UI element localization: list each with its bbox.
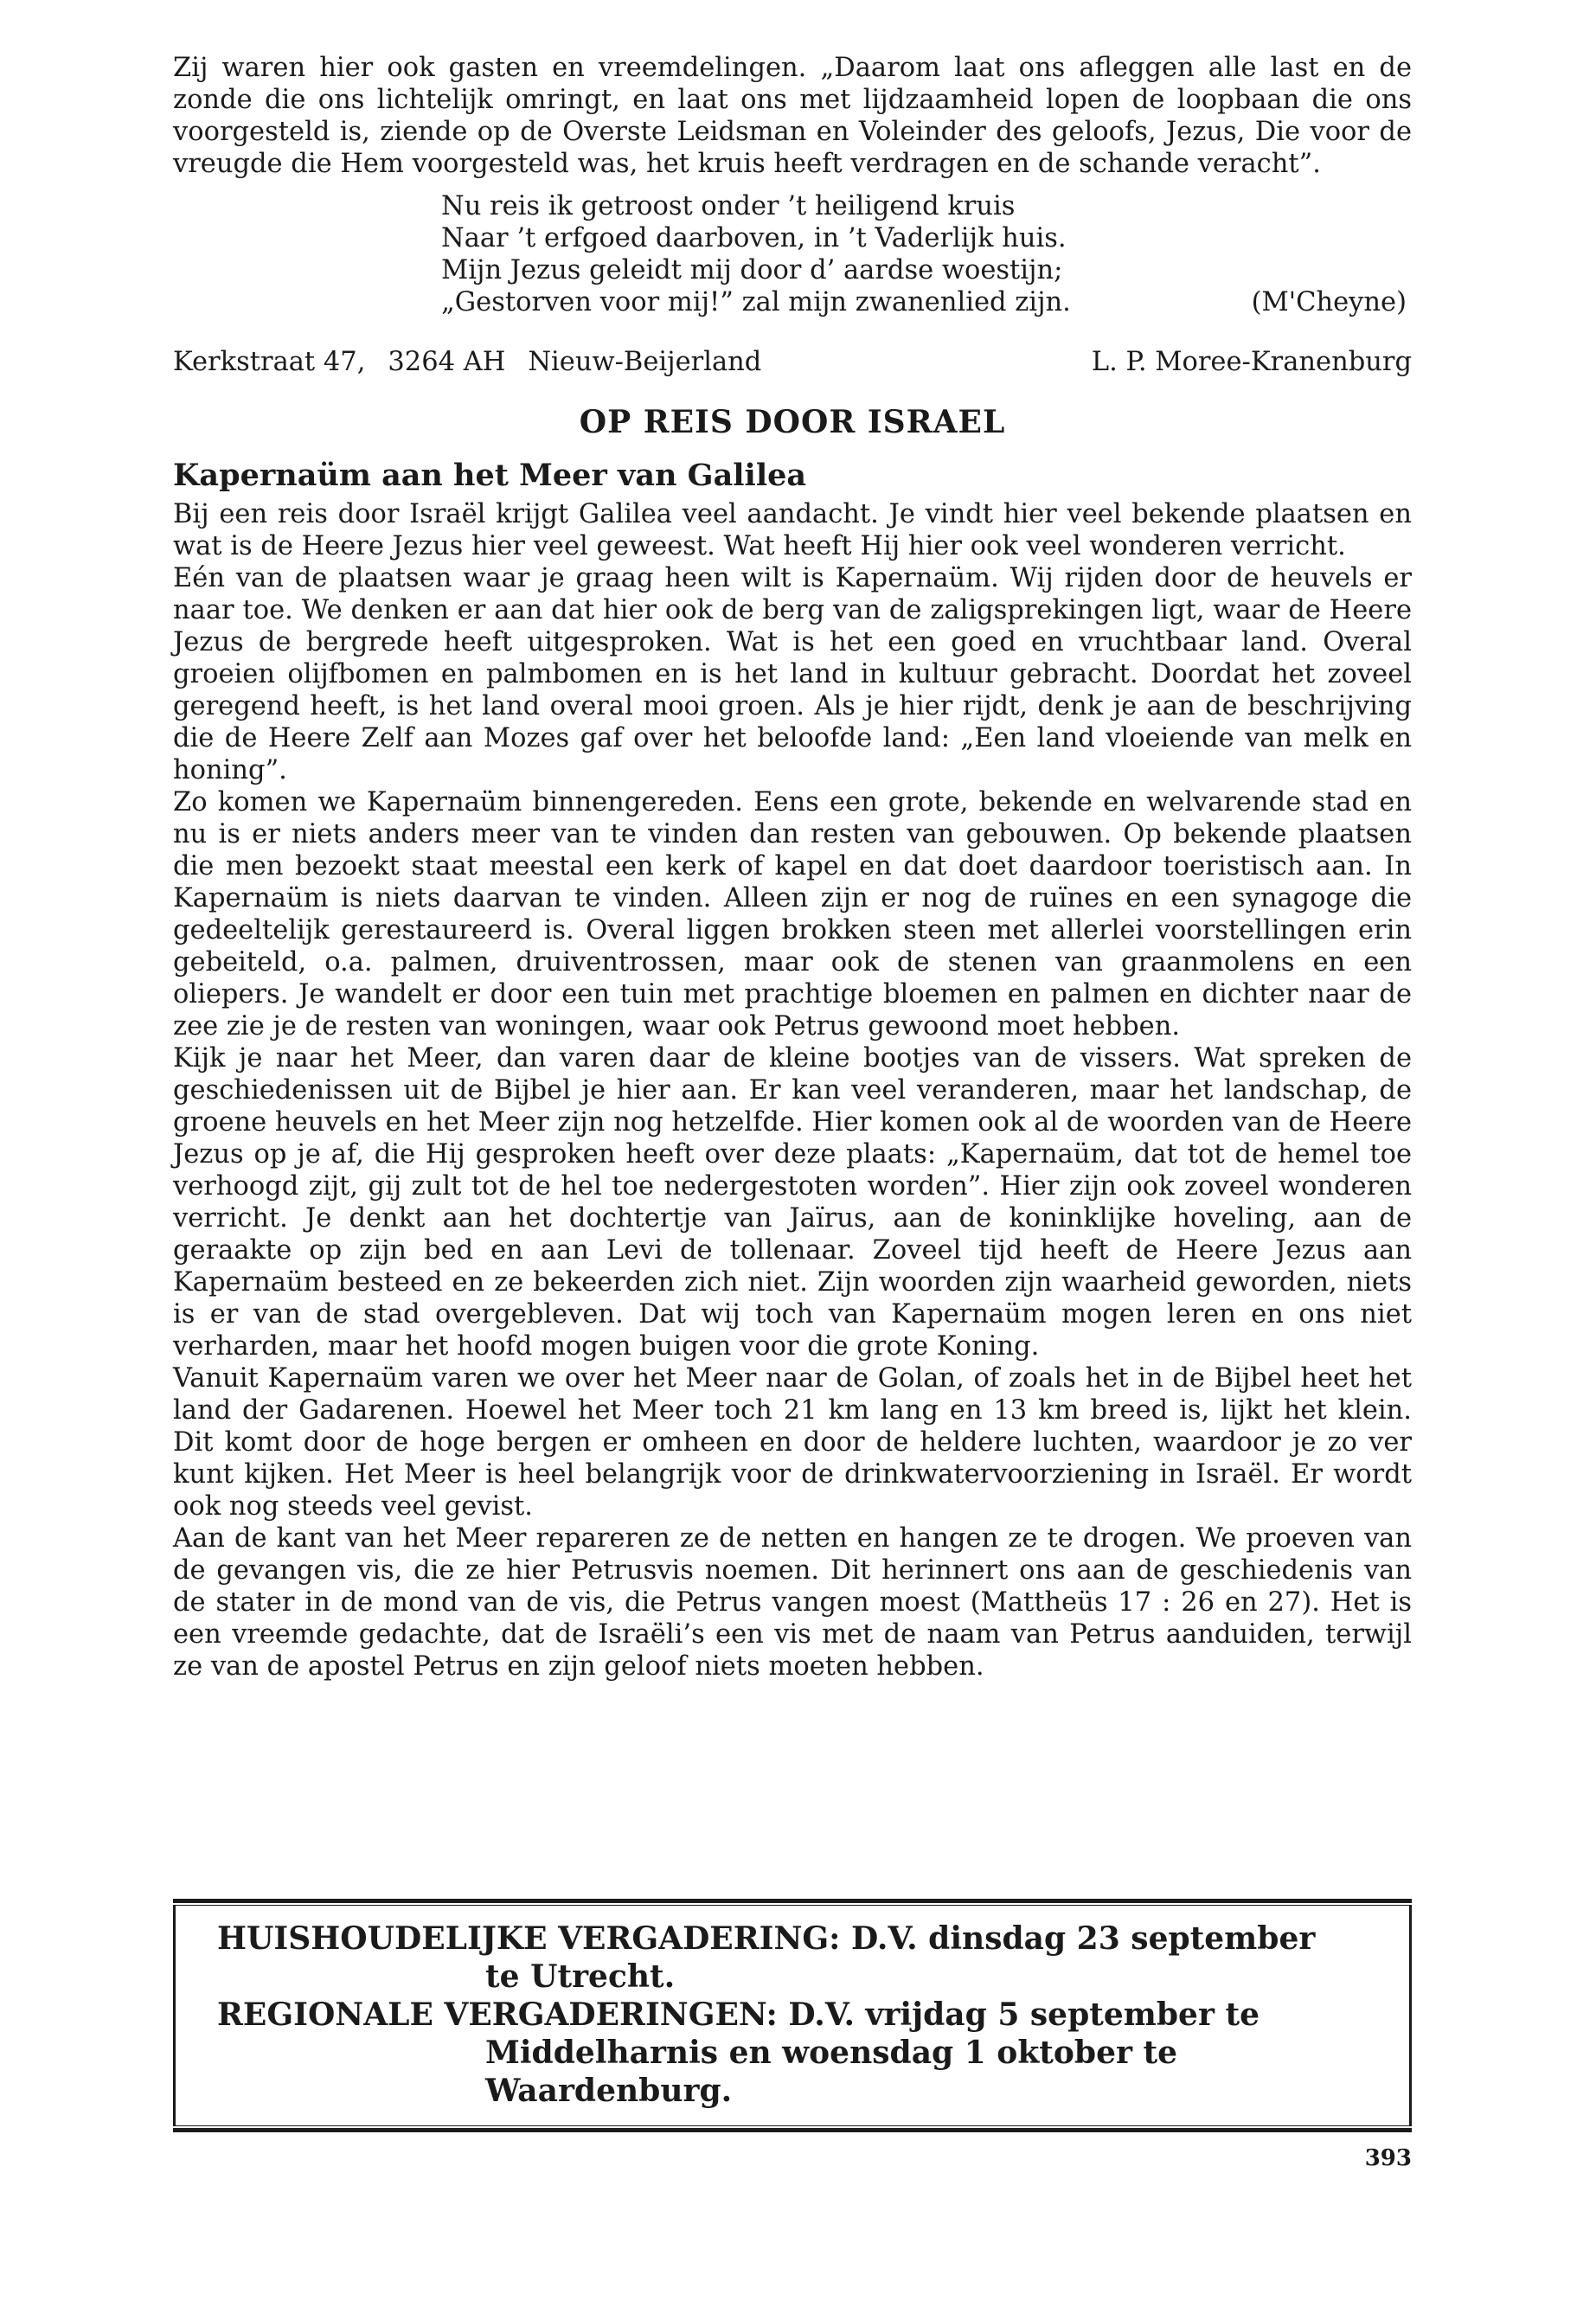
article-paragraph: Zo komen we Kapernaüm binnengereden. Eens een grote, bekende en welvarende stad en nu is er niets anders meer van te vinden dan resten van gebouwen. Op bekende plaatsen die men bezoekt staat meestal een kerk of kapel en dat doet daardoor toeristisch aan. In Kapernaüm is niets daarvan te vinden. Alleen zijn er nog de ruïnes en een synagoge die gedeeltelijk gerestaureerd is. Overal liggen brokken steen met allerlei voorstellingen erin gebeiteld, o.a. palmen, druiventrossen, maar ook de stenen van graanmolens en een oliepers. Je wandelt er door een tuin met prachtige bloemen en palmen en dichter naar de zee zie je de resten van woningen, waar ook Petrus gewoond moet hebben. — [173, 787, 1412, 1042]
address-street: Kerkstraat 47, — [173, 347, 366, 377]
poem-line: Naar ’t erfgoed daarboven, in ’t Vaderlijk huis. — [441, 223, 1067, 253]
address — [173, 346, 761, 378]
poem-author: (M'Cheyne) — [1251, 287, 1407, 317]
notice-text: D.V. dinsdag 23 september — [851, 1920, 1316, 1957]
address-postcode: 3264 AH — [388, 347, 506, 377]
article-paragraph: Aan de kant van het Meer repareren ze de netten en hangen ze te drogen. We proeven van de gevangen vis, die ze hier Petrusvis noemen. Dit herinnert ons aan de geschiedenis van de stater in de mond van de vis, die Petrus vangen moest (Mattheüs 17 : 26 en 27). Het is een vreemde gedachte, dat de Israëli’s een vis met de naam van Petrus aanduiden, terwijl ze van de apostel Petrus en zijn geloof niets moeten hebben. — [173, 1523, 1412, 1682]
poem — [441, 190, 1412, 318]
notice-row — [217, 1996, 1385, 2034]
article-paragraph: Bij een reis door Israël krijgt Galilea veel aandacht. Je vindt hier veel bekende plaatsen en wat is de Heere Jezus hier veel geweest. Wat heeft Hij hier ook veel wonderen verricht. — [173, 499, 1412, 561]
poem-last-line — [441, 286, 1412, 318]
article-title: OP REIS DOOR ISRAEL — [579, 404, 1006, 440]
notice-row — [217, 1920, 1385, 1958]
notice-text: Middelharnis en woensdag 1 oktober te Waardenburg. — [485, 2035, 1178, 2109]
page-content — [173, 52, 1412, 1682]
article-paragraph: Eén van de plaatsen waar je graag heen wilt is Kapernaüm. Wij rijden door de heuvels er naar toe. We denken er aan dat hier ook de berg van de zaligsprekingen ligt, waar de Heere Jezus de bergrede heeft uitgesproken. Wat is het een goed en vruchtbaar land. Overal groeien olijfbomen en palmbomen en is het land in kultuur gebracht. Doordat het zoveel geregend heeft, is het land overal mooi groen. Als je hier rijdt, denk je aan de beschrijving die de Heere Zelf aan Mozes gaf over het beloofde land: „Een land vloeiende van melk en honing”. — [173, 563, 1412, 785]
notice-label: HUISHOUDELIJKE VERGADERING: — [217, 1920, 841, 1957]
notice-label: REGIONALE VERGADERINGEN: — [217, 1997, 778, 2033]
signature-line — [173, 346, 1412, 378]
intro-paragraph: Zij waren hier ook gasten en vreemdelingen. „Daarom laat ons afleggen alle last en de zonde die ons lichtelijk omringt, en laat ons met lijdzaamheid lopen de loopbaan die ons voorgesteld is, ziende op de Overste Leidsman en Voleinder des geloofs, Jezus, Die voor de vreugde die Hem voorgesteld was, het kruis heeft verdragen en de schande veracht”. — [173, 53, 1412, 179]
meeting-notice-box — [173, 1899, 1412, 2132]
meeting-notice-inner — [173, 1905, 1412, 2126]
article-paragraph: Vanuit Kapernaüm varen we over het Meer naar de Golan, of zoals het in de Bijbel heet het land der Gadarenen. Hoewel het Meer toch 21 km lang en 13 km breed is, lijkt het klein. Dit komt door de hoge bergen er omheen en door de heldere luchten, waardoor je zo ver kunt kijken. Het Meer is heel belangrijk voor de drinkwatervoorziening in Israël. Er wordt ook nog steeds veel gevist. — [173, 1363, 1412, 1522]
article-paragraph: Kijk je naar het Meer, dan varen daar de kleine bootjes van de vissers. Wat spreken de geschiedenissen uit de Bijbel je hier aan. Er kan veel veranderen, maar het landschap, de groene heuvels en het Meer zijn nog hetzelfde. Hier komen ook al de woorden van de Heere Jezus op je af, die Hij gesproken heeft over deze plaats: „Kapernaüm, dat tot de hemel toe verhoogd zijt, gij zult tot de hel toe nedergestoten worden”. Hier zijn ook zoveel wonderen verricht. Je denkt aan het dochtertje van Jaïrus, aan de koninklijke hoveling, aan de geraakte op zijn bed en aan Levi de tollenaar. Zoveel tijd heeft de Heere Jezus aan Kapernaüm besteed en ze bekeerden zich niet. Zijn woorden zijn waarheid geworden, niets is er van de stad overgebleven. Dat wij toch van Kapernaüm mogen leren en ons niet verharden, maar het hoofd mogen buigen voor die grote Koning. — [173, 1043, 1412, 1362]
poem-line: Mijn Jezus geleidt mij door d’ aardse woestijn; — [441, 255, 1063, 285]
page-number: 393 — [1364, 2145, 1412, 2171]
address-city: Nieuw-Beijerland — [528, 347, 762, 377]
article-subtitle: Kapernaüm aan het Meer van Galilea — [173, 458, 807, 493]
author-signature: L. P. Moree-Kranenburg — [1091, 347, 1412, 377]
poem-line: Nu reis ik getroost onder ’t heiligend kruis — [441, 191, 1016, 221]
notice-text: D.V. vrijdag 5 september te — [788, 1997, 1259, 2033]
notice-text: te Utrecht. — [485, 1958, 676, 1995]
poem-line: „Gestorven voor mij!” zal mijn zwanenlied zijn. — [441, 287, 1071, 317]
